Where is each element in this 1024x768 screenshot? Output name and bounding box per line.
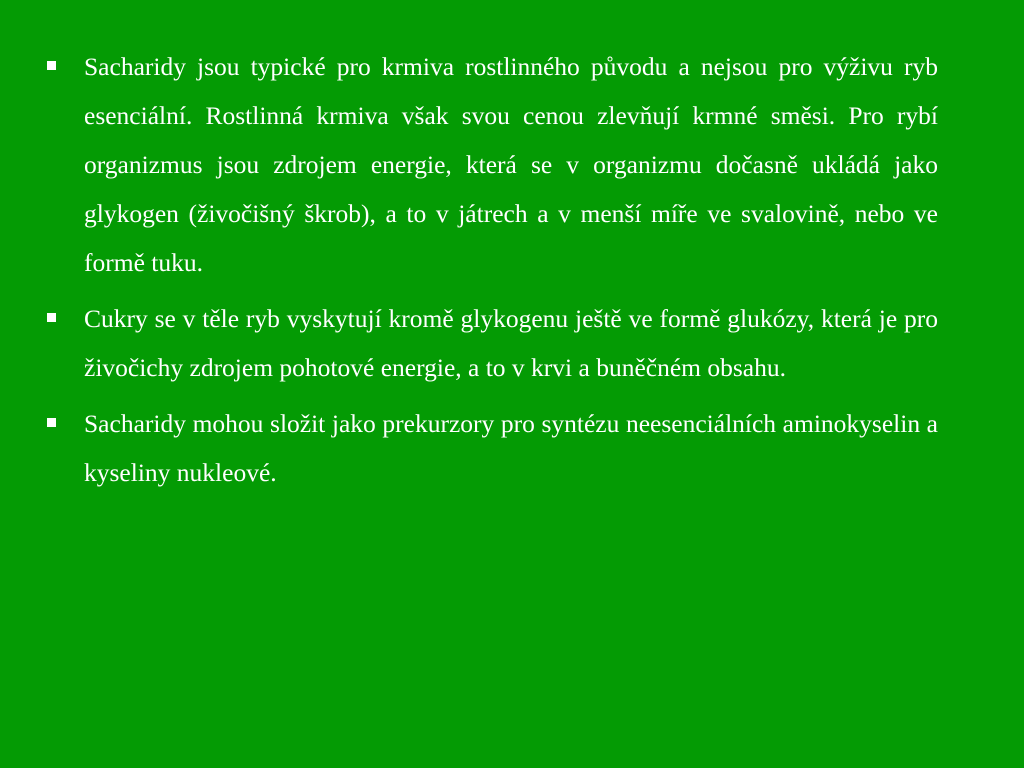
bullet-text-3: Sacharidy mohou složit jako prekurzory pro syntézu neesenciálních aminokyselin a kyseliny nukleové. bbox=[84, 409, 938, 487]
bullet-item-3 bbox=[84, 399, 938, 497]
bullet-list bbox=[84, 42, 938, 497]
square-bullet-icon bbox=[47, 418, 56, 427]
bullet-item-1 bbox=[84, 42, 938, 287]
bullet-text-1: Sacharidy jsou typické pro krmiva rostlinného původu a nejsou pro výživu ryb esenciální. Rostlinná krmiva však svou cenou zlevňují krmné směsi. Pro rybí organizmus jsou zdrojem energie, která se v organizmu dočasně ukládá jako glykogen (živočišný škrob), a to v játrech a v menší míře ve svalovině, nebo ve formě tuku. bbox=[84, 52, 938, 277]
square-bullet-icon bbox=[47, 313, 56, 322]
bullet-item-2 bbox=[84, 294, 938, 392]
bullet-text-2: Cukry se v těle ryb vyskytují kromě glykogenu ještě ve formě glukózy, která je pro živočichy zdrojem pohotové energie, a to v krvi a buněčném obsahu. bbox=[84, 304, 938, 382]
square-bullet-icon bbox=[47, 61, 56, 70]
